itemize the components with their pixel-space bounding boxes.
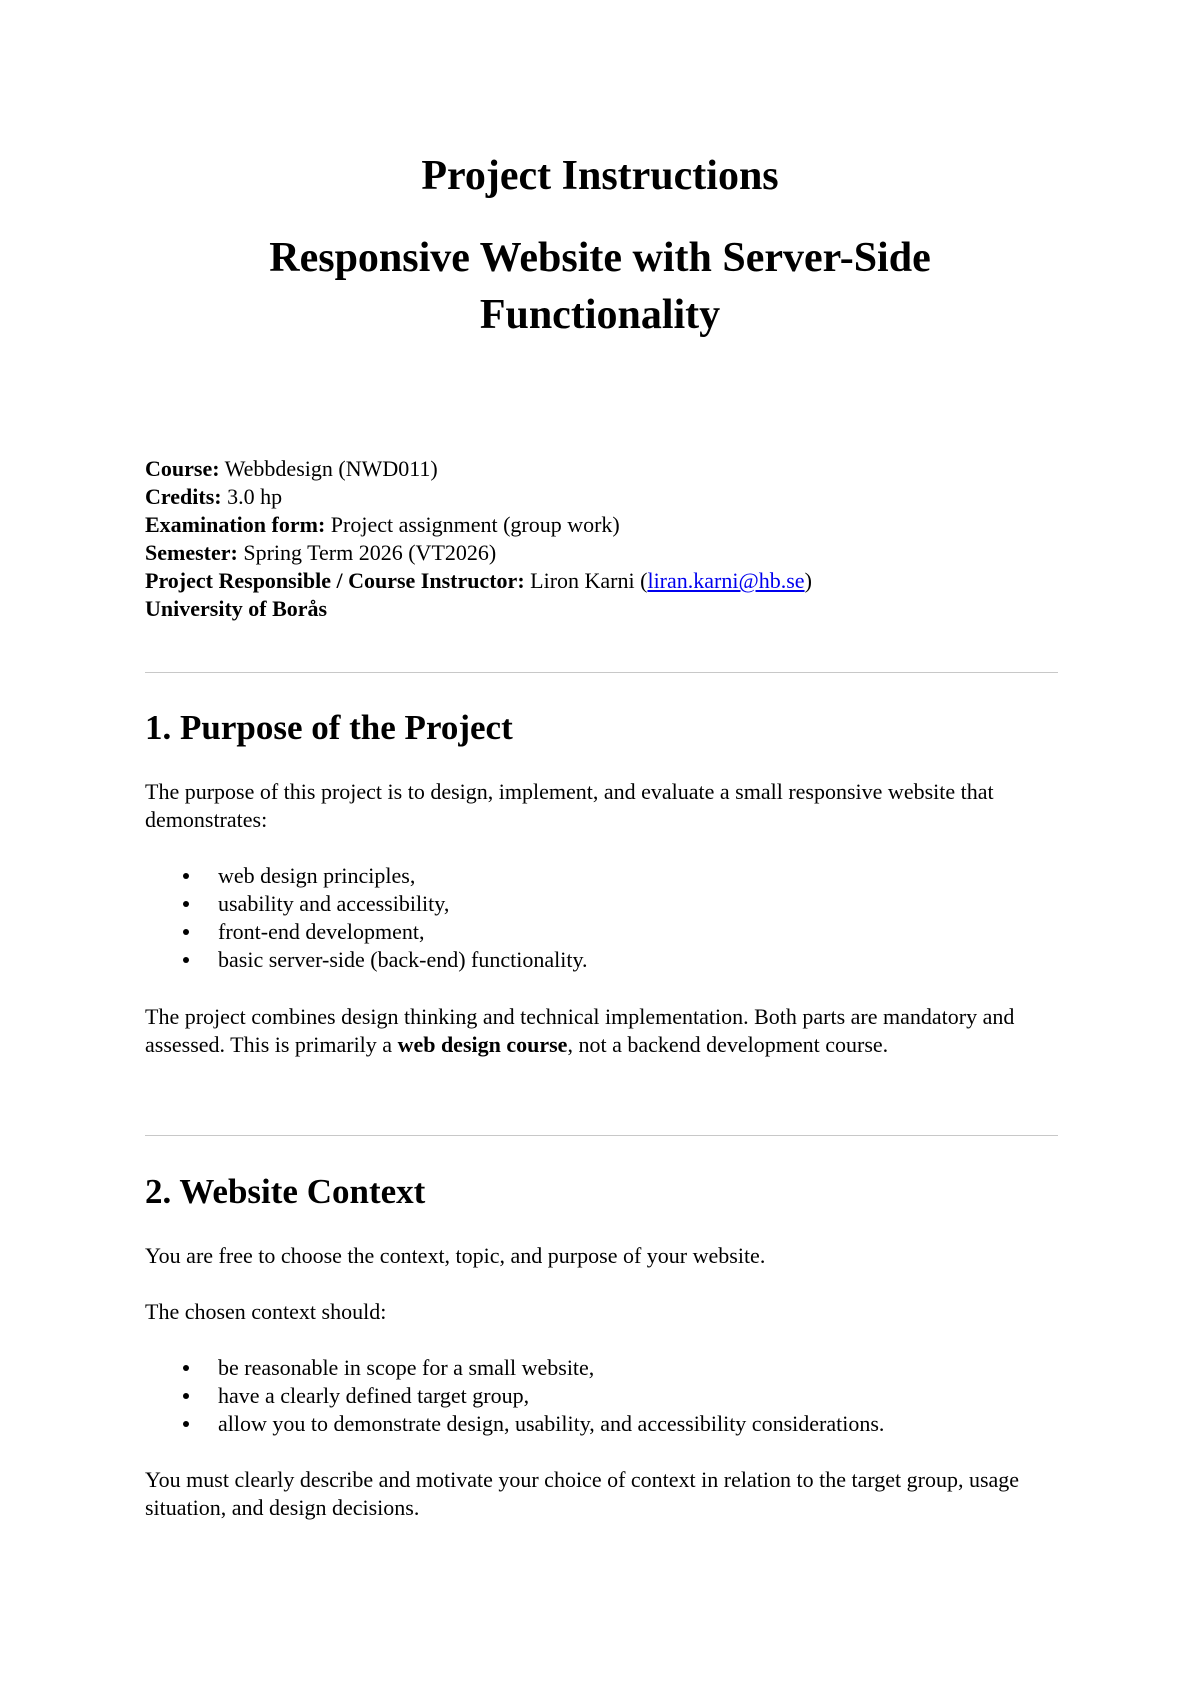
course-label: Course:	[145, 456, 220, 481]
list-item: web design principles,	[145, 862, 1065, 890]
course-info-block	[145, 455, 1065, 623]
context-lead: The chosen context should:	[145, 1299, 387, 1324]
responsible-close: )	[804, 568, 812, 593]
university-row	[145, 595, 1065, 623]
section-heading-context: 2. Website Context	[145, 1172, 426, 1211]
bullet-icon	[183, 901, 189, 907]
list-item: usability and accessibility,	[145, 890, 1065, 918]
examination-label: Examination form:	[145, 512, 326, 537]
course-value: Webbdesign (NWD011)	[224, 456, 438, 481]
bullet-icon	[183, 929, 189, 935]
semester-value: Spring Term 2026 (VT2026)	[243, 540, 497, 565]
list-item: front-end development,	[145, 918, 1065, 946]
document-title: Project Instructions	[421, 153, 779, 199]
examination-value: Project assignment (group work)	[330, 512, 620, 537]
list-item: be reasonable in scope for a small website,	[145, 1354, 1065, 1382]
divider	[145, 672, 1058, 673]
emphasis-text: web design course	[397, 1032, 568, 1057]
responsible-label: Project Responsible / Course Instructor:	[145, 568, 525, 593]
responsible-name: Liron Karni (	[530, 568, 648, 593]
purpose-closing: The project combines design thinking and technical implementation. Both parts are mandatory and assessed. This is primarily a web design course, not a backend development course.	[145, 1004, 1015, 1057]
bullet-icon	[183, 957, 189, 963]
bullet-icon	[183, 1393, 189, 1399]
section-heading-purpose: 1. Purpose of the Project	[145, 708, 513, 747]
credits-value: 3.0 hp	[227, 484, 283, 509]
bullet-icon	[183, 873, 189, 879]
responsible-email-link[interactable]: liran.karni@hb.se	[647, 568, 805, 593]
bullet-icon	[183, 1365, 189, 1371]
document-subtitle: Responsive Website with Server-Side Functionality	[269, 235, 931, 338]
semester-row	[145, 539, 1065, 567]
list-item: allow you to demonstrate design, usability, and accessibility considerations.	[145, 1410, 1065, 1438]
purpose-intro: The purpose of this project is to design, implement, and evaluate a small responsive website that demonstrates:	[145, 779, 994, 832]
purpose-list	[145, 862, 1065, 974]
list-item: have a clearly defined target group,	[145, 1382, 1065, 1410]
university-name: University of Borås	[145, 596, 328, 621]
responsible-row	[145, 567, 1065, 595]
credits-label: Credits:	[145, 484, 222, 509]
context-list	[145, 1354, 1065, 1438]
context-closing: You must clearly describe and motivate your choice of context in relation to the target group, usage situation, and design decisions.	[145, 1467, 1020, 1520]
credits-row	[145, 483, 1065, 511]
examination-row	[145, 511, 1065, 539]
list-item: basic server-side (back-end) functionality.	[145, 946, 1065, 974]
divider	[145, 1135, 1058, 1136]
context-intro: You are free to choose the context, topic, and purpose of your website.	[145, 1243, 766, 1268]
bullet-icon	[183, 1421, 189, 1427]
semester-label: Semester:	[145, 540, 238, 565]
course-row	[145, 455, 1065, 483]
